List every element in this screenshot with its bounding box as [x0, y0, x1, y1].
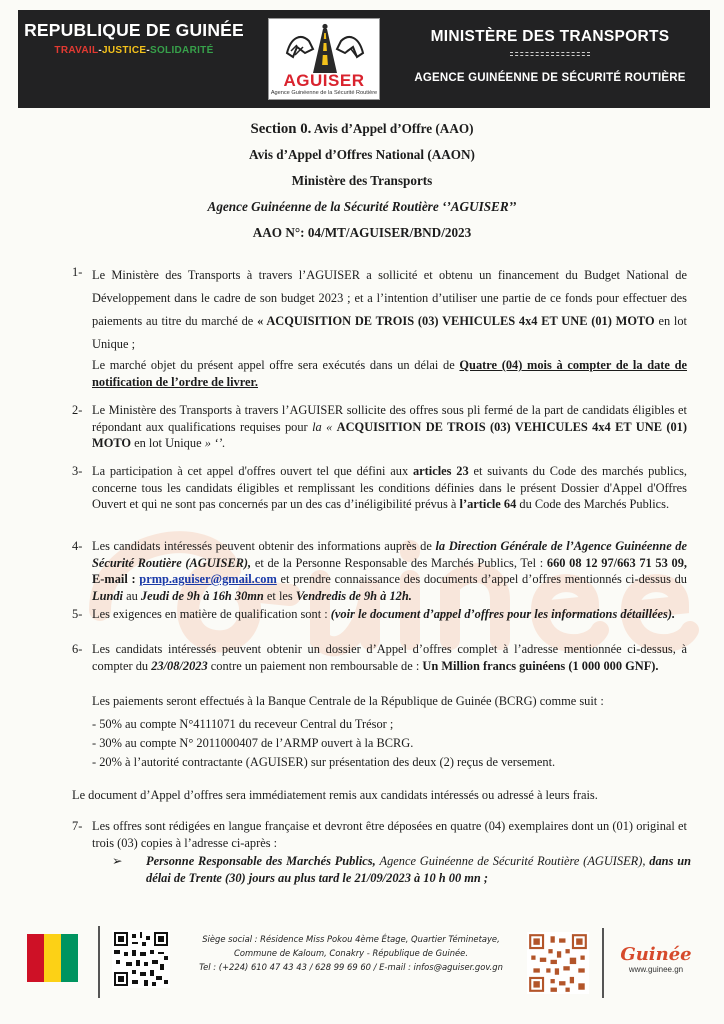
guinee-wordmark: Guinée [620, 944, 692, 965]
section-label: Avis d’Appel d’Offre (AAO) [313, 121, 474, 136]
p1-tail: en lot Unique ; [92, 314, 688, 351]
motto-word-1: TRAVAIL [54, 45, 99, 56]
p4-text: Les candidats intéressés peuvent obtenir des informations auprès de [92, 539, 432, 553]
p2-lot: en lot Unique [134, 436, 202, 450]
item-number: 5- [72, 607, 83, 621]
p1-text: Le Ministère des Transports à travers l’AGUISER a sollicité et obtenu un financement du Budget National de Développement dans le cadre de son budget 2023 ; et a l’intention d’utiliser une partie de ce fonds pour effectuer des paiements au titre du marché de [92, 268, 687, 328]
agency-title: Agence Guinéenne de la Sécurité Routière ‘’AGUISER’’ [207, 199, 517, 214]
payment-intro: Les paiements seront effectués à la Banque Centrale de la République de Guinée (BCRG) comme suit : [92, 694, 604, 708]
item-number: 7- [72, 819, 83, 833]
guinea-flag-icon [27, 934, 78, 982]
notice-reference: AAO N°: 04/MT/AGUISER/BND/2023 [252, 225, 472, 240]
aguiser-logo [268, 18, 380, 100]
submission-address [146, 853, 691, 886]
p4-au: au [126, 588, 138, 603]
paragraph-1b [92, 357, 687, 391]
submission-deadline: dans un délai de Trente (30) jours au plus tard le 21/09/2023 à 10 h 00 mn ; [146, 854, 691, 885]
motto-word-2: JUSTICE [102, 45, 147, 56]
country-name: REPUBLIQUE DE GUINÉE [24, 20, 244, 40]
divider [602, 928, 604, 998]
divider [98, 926, 100, 998]
motto-sep: - [146, 45, 150, 56]
agency-name: AGENCE GUINÉENNE DE SÉCURITÉ ROUTIÈRE [414, 72, 686, 84]
list-item: - 30% au compte N° 2011000407 de l’ARMP ouvert à la BCRG. [92, 736, 414, 750]
p4-text-2: et prendre connaissance des documents d’appel d’offres mentionnés ci-dessus du [280, 572, 687, 586]
notice-titles [0, 118, 724, 248]
country-block [24, 20, 244, 56]
p2-object: ACQUISITION DE TROIS (03) VEHICULES 4x4 ET UNE (01) MOTO [92, 419, 687, 450]
p4-et: et les [266, 588, 293, 603]
p4-phones: 660 08 12 97/663 71 53 09, E-mail : [92, 555, 687, 586]
p6-price: Un Million francs guinéens (1 000 000 GNF). [422, 658, 659, 673]
address-line: Siège social : Résidence Miss Pokou 4ème Étage, Quartier Téminetaye, [202, 934, 500, 944]
p2-text: Le Ministère des Transports à travers l’AGUISER sollicite des offres sous pli fermé de la part de candidats éligibles et répondant aux qualifications requises pour [92, 403, 687, 434]
ministry-name: MINISTÈRE DES TRANSPORTS [430, 28, 670, 45]
agency-address: Agence Guinéenne de Sécurité Routière (AGUISER), [379, 854, 646, 868]
logo-wordmark: AGUISER [283, 71, 365, 90]
list-item: - 20% à l’autorité contractante (AGUISER) sur présentation des deux (2) reçus de versement. [92, 755, 556, 769]
guinee-url-link[interactable]: www.guinee.gn [628, 965, 684, 974]
logo-subtitle: Agence Guinéenne de la Sécurité Routière [270, 90, 378, 96]
p4-hours: Jeudi de 9h à 16h 30mn [140, 588, 264, 603]
p5-see-doc: (voir le document d’appel d’offres pour les informations détaillées). [330, 607, 676, 621]
p1b-text: Le marché objet du présent appel offre sera exécutés dans un délai de [92, 358, 455, 372]
p4-monday: Lundi [92, 588, 123, 603]
p2-close: » ‘’. [204, 436, 226, 450]
item-number: 1- [72, 265, 83, 279]
p3-text: La participation à cet appel d'offres ouvert tel que défini aux [92, 464, 409, 478]
motto-sep: - [98, 45, 103, 56]
p3-tail: du Code des Marchés Publics. [519, 497, 670, 511]
p1b-deadline: Quatre (04) mois à compter de la date de notification de l’ordre de livrer. [92, 358, 688, 389]
p6-text: Les candidats intéressés peuvent obtenir un dossier d’Appel d’offres complet à l’adresse mentionnée ci-dessus, à compter du [92, 642, 687, 673]
qr-code-icon[interactable] [527, 932, 589, 994]
guinee-brand[interactable] [616, 944, 696, 974]
paragraph-1 [92, 264, 687, 356]
payment-list [92, 715, 687, 772]
contact-email-link[interactable]: prmp.aguiser@gmail.com [139, 572, 277, 586]
p4-prmp: et de la Personne Responsable des Marchés Publics, Tel : [254, 555, 544, 570]
footer [0, 920, 724, 1024]
contact-line: Tel : (+224) 610 47 43 43 / 628 99 69 60 / E-mail : infos@aguiser.gov.gn [199, 962, 503, 972]
road-hands-icon [283, 23, 367, 75]
p3-article-23: articles 23 [412, 464, 469, 478]
p6-date: 23/08/2023 [151, 658, 208, 673]
p6-text-2: contre un paiement non remboursable de : [210, 658, 420, 673]
list-item: - 50% au compte N°4111071 du receveur Central du Trésor ; [92, 717, 394, 731]
prmp-title: Personne Responsable des Marchés Publics, [146, 854, 376, 868]
section-title [0, 118, 724, 144]
ministry-title: Ministère des Transports [291, 173, 433, 188]
motto-word-3: SOLIDARITÉ [150, 45, 214, 56]
item-number: 3- [72, 464, 83, 478]
paragraph-3 [92, 463, 687, 513]
paragraph-7: Les offres sont rédigées en langue française et devront être déposées en quatre (04) exemplaires dont un (01) original et trois (03) copies à l’adresse ci-après : [92, 819, 687, 850]
address-line: Commune de Kaloum, Conakry - République de Guinée. [234, 948, 468, 958]
footer-address [176, 932, 526, 974]
notice-type: Avis d’Appel d’Offres National (AAON) [249, 147, 475, 162]
p4-direction: la Direction Générale de l’Agence Guinéenne de Sécurité Routière (AGUISER), [92, 539, 687, 570]
qr-code-icon[interactable] [112, 930, 170, 988]
header-bar [18, 10, 710, 108]
paragraph-2 [92, 402, 687, 452]
arrow-bullet-icon: ➢ [112, 854, 123, 868]
divider [510, 55, 590, 56]
item-number: 6- [72, 642, 83, 656]
p4-friday: Vendredis de 9h à 12h. [295, 588, 412, 603]
section-number: Section 0. [250, 121, 312, 137]
ministry-block [400, 28, 700, 84]
item-number: 4- [72, 539, 83, 553]
paragraph-5 [92, 606, 687, 623]
paragraph-6 [92, 641, 687, 674]
divider [510, 52, 590, 53]
p5-text: Les exigences en matière de qualification sont : [92, 607, 328, 621]
paragraph-6b: Le document d’Appel d’offres sera immédiatement remis aux candidats intéressés ou adressé à leurs frais. [72, 788, 598, 802]
p3-text-2: et suivants du Code des marchés publics, concerne tous les candidats éligibles et remplissant les conditions définies dans le présent Dossier d'Appel d'Offres Ouvert et qui ne sont pas concernés par un des cas d’inéligibilité prévus à [92, 464, 688, 511]
p3-article-64: l’article 64 [459, 497, 517, 511]
national-motto [24, 45, 244, 56]
p1-object: « ACQUISITION DE TROIS (03) VEHICULES 4x4 ET UNE (01) MOTO [257, 314, 655, 328]
paragraph-4 [92, 538, 687, 604]
item-number: 2- [72, 403, 83, 417]
p2-la: la « [312, 419, 333, 434]
